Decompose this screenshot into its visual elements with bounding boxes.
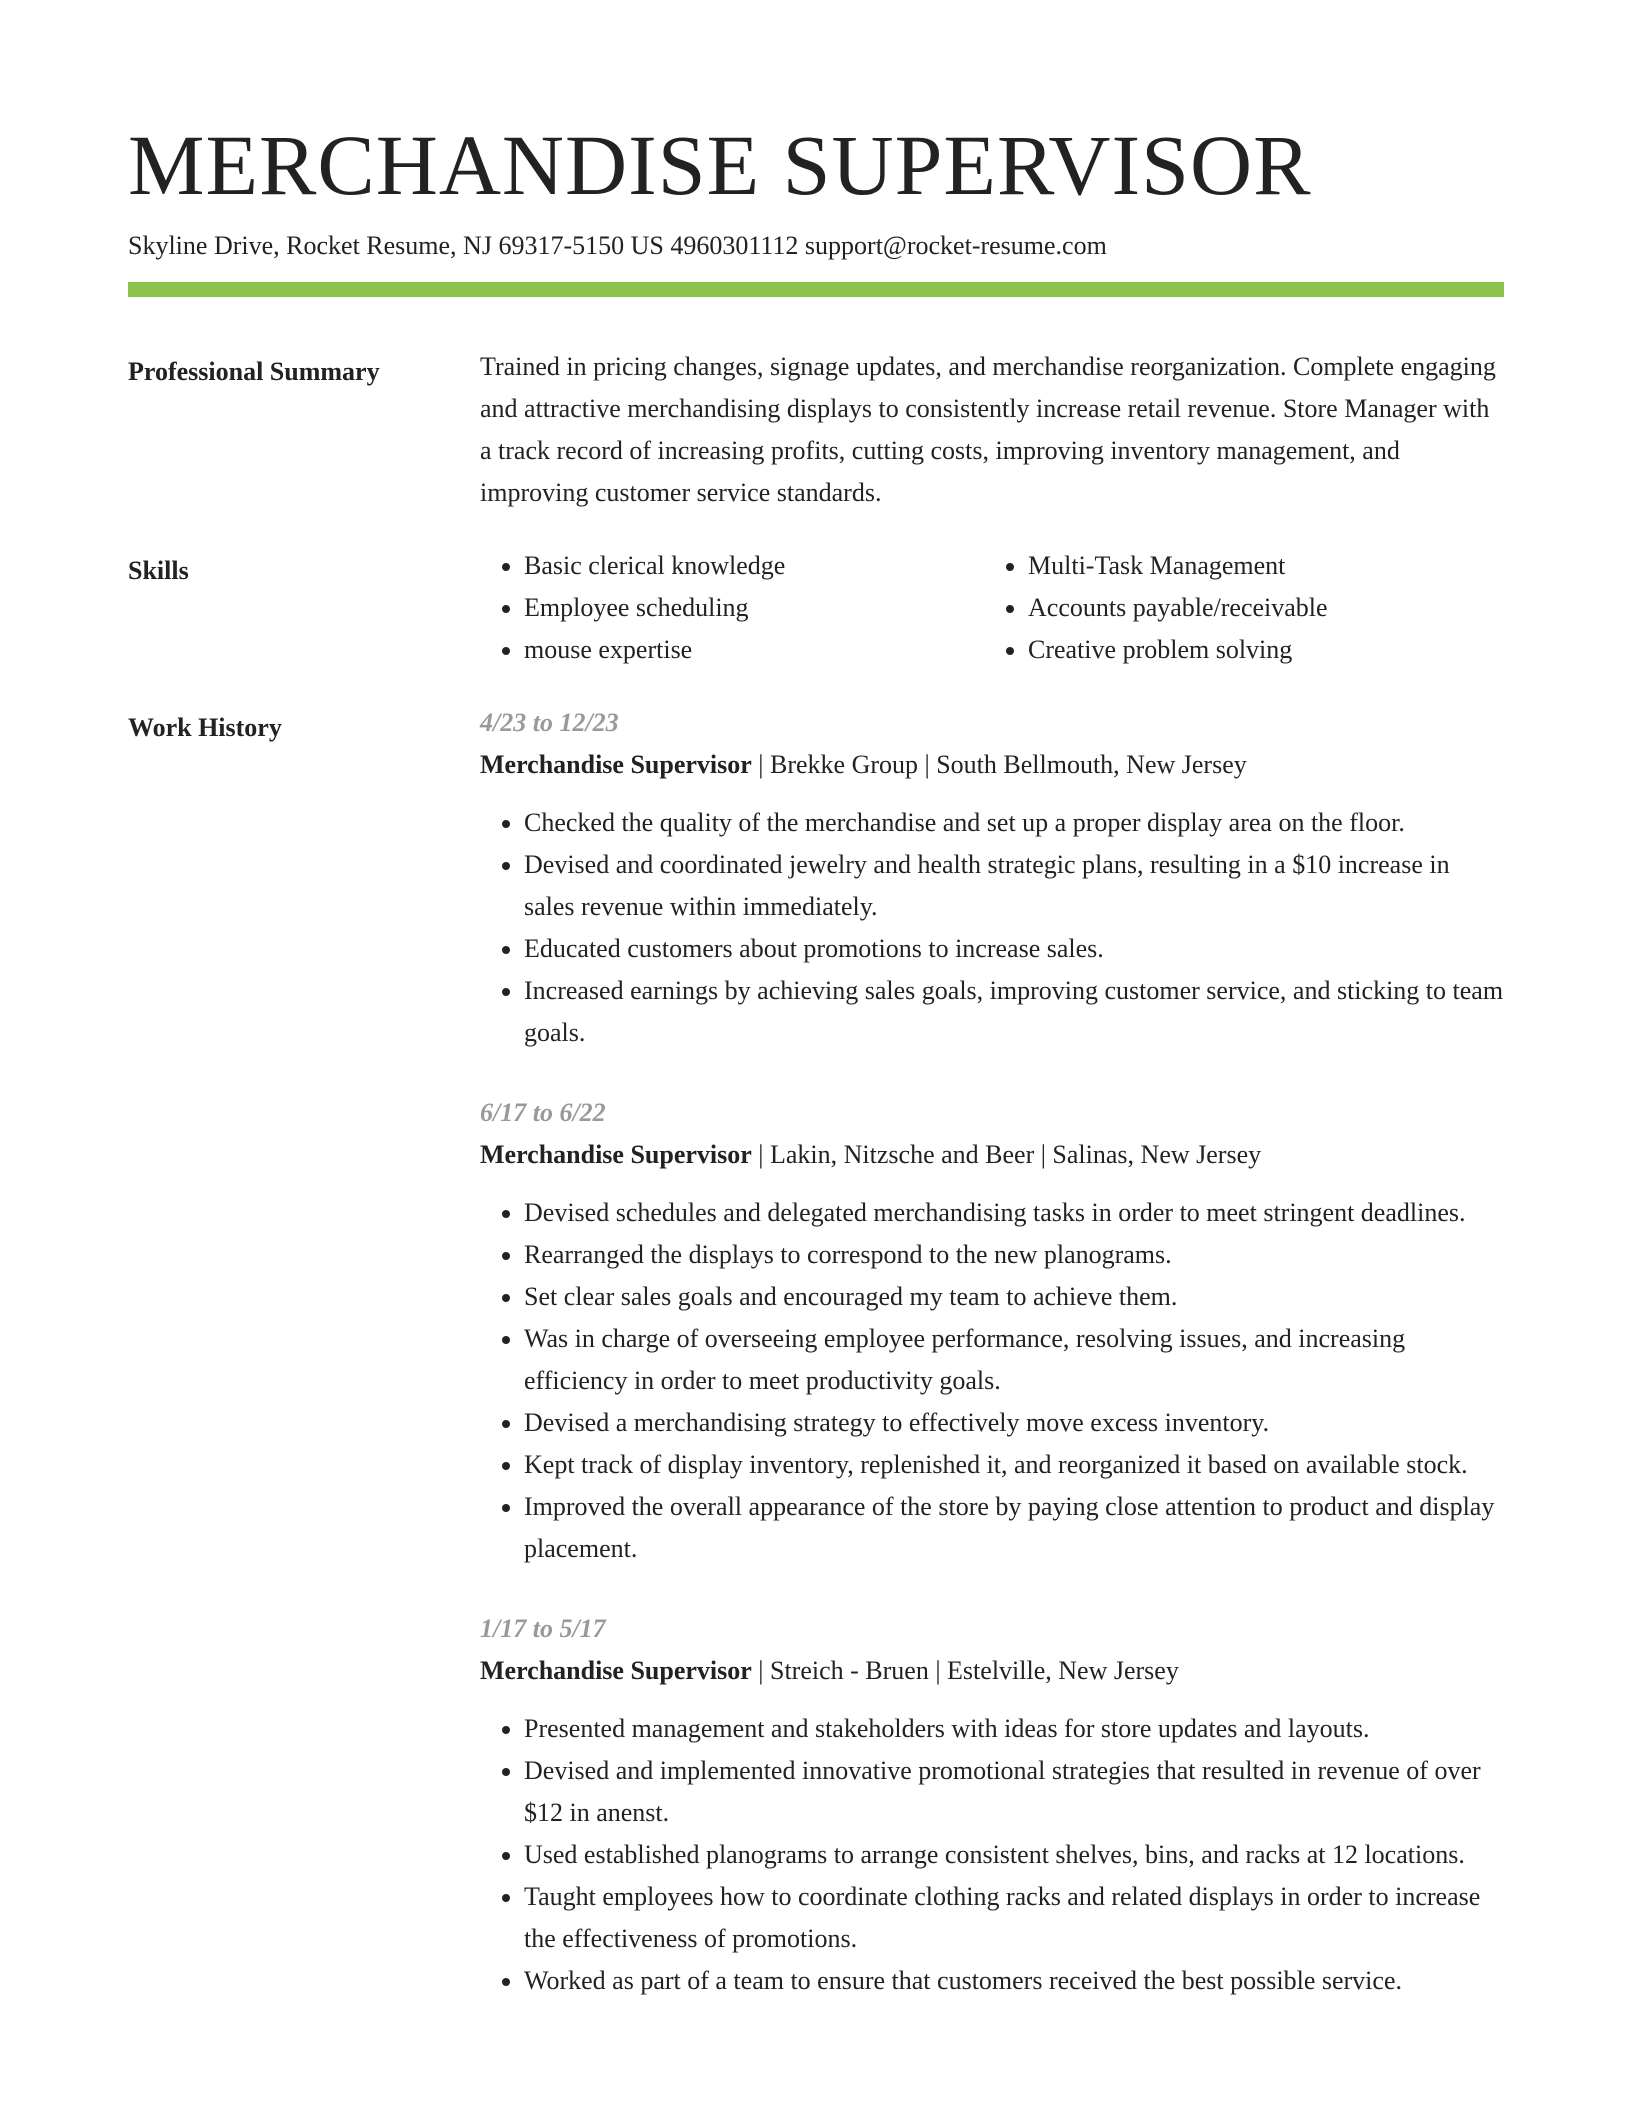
- job-role: Merchandise Supervisor: [480, 1656, 752, 1686]
- job-heading: [480, 744, 1504, 786]
- job-dates: 1/17 to 5/17: [480, 1614, 606, 1644]
- job-bullet: • Increased earnings by achieving sales goals, improving customer service, and sticking to team goals.: [524, 970, 1504, 1054]
- job-bullet: • Devised and coordinated jewelry and health strategic plans, resulting in a $10 increase in sales revenue within immediately.: [524, 844, 1504, 928]
- job-entry: [480, 1092, 1504, 1570]
- job-bullet: • Checked the quality of the merchandise and set up a proper display area on the floor.: [524, 802, 1504, 844]
- job-heading: [480, 1650, 1504, 1692]
- job-employer-location: | Streich - Bruen | Estelville, New Jersey: [751, 1656, 1179, 1686]
- skill-item: • Multi-Task Management: [1028, 545, 1488, 587]
- skill-item: • Basic clerical knowledge: [524, 545, 984, 587]
- skills-list-left: [480, 545, 984, 671]
- job-entry: [480, 1608, 1504, 2002]
- job-bullet: • Used established planograms to arrange consistent shelves, bins, and racks at 12 locations.: [524, 1834, 1504, 1876]
- contact-line: Skyline Drive, Rocket Resume, NJ 69317-5150 US 4960301112 support@rocket-resume.com: [128, 230, 1107, 260]
- skills-grid: [480, 545, 1504, 671]
- skills-section: [128, 550, 1504, 671]
- job-bullet: • Was in charge of overseeing employee performance, resolving issues, and increasing efficiency in order to meet productivity goals.: [524, 1318, 1504, 1402]
- job-bullet: • Presented management and stakeholders with ideas for store updates and layouts.: [524, 1708, 1504, 1750]
- job-bullets: [480, 1708, 1504, 2002]
- skill-item: • Employee scheduling: [524, 587, 984, 629]
- work-history-section: [128, 707, 1504, 2040]
- skills-heading: Skills: [128, 556, 189, 586]
- skills-list-right: [984, 545, 1488, 671]
- skill-item: • mouse expertise: [524, 629, 984, 671]
- summary-text: Trained in pricing changes, signage updates, and merchandise reorganization. Complete engaging and attractive merchandising displays to consistently increase retail revenue. Store Manager with a track record of increasing profits, cutting costs, improving inventory management, and improving customer service standards.: [480, 352, 1496, 508]
- job-bullet: • Taught employees how to coordinate clothing racks and related displays in order to increase the effectiveness of promotions.: [524, 1876, 1504, 1960]
- job-dates: 6/17 to 6/22: [480, 1098, 606, 1128]
- job-bullet: • Devised a merchandising strategy to effectively move excess inventory.: [524, 1402, 1504, 1444]
- job-bullet: • Educated customers about promotions to increase sales.: [524, 928, 1504, 970]
- work-history-heading: Work History: [128, 713, 282, 743]
- job-employer-location: | Lakin, Nitzsche and Beer | Salinas, New Jersey: [751, 1140, 1262, 1170]
- candidate-name: MERCHANDISE SUPERVISOR: [128, 117, 1312, 213]
- job-entry: [480, 702, 1504, 1054]
- summary-heading: Professional Summary: [128, 357, 380, 387]
- summary-section: [128, 351, 1504, 514]
- header-divider: [128, 282, 1504, 297]
- job-bullet: • Devised schedules and delegated merchandising tasks in order to meet stringent deadlines.: [524, 1192, 1504, 1234]
- job-dates: 4/23 to 12/23: [480, 708, 619, 738]
- job-role: Merchandise Supervisor: [480, 1140, 752, 1170]
- job-bullets: [480, 802, 1504, 1054]
- job-role: Merchandise Supervisor: [480, 750, 752, 780]
- job-bullets: [480, 1192, 1504, 1570]
- job-bullet: • Worked as part of a team to ensure that customers received the best possible service.: [524, 1960, 1504, 2002]
- skill-item: • Creative problem solving: [1028, 629, 1488, 671]
- job-bullet: • Rearranged the displays to correspond to the new planograms.: [524, 1234, 1504, 1276]
- job-employer-location: | Brekke Group | South Bellmouth, New Jersey: [751, 750, 1247, 780]
- job-heading: [480, 1134, 1504, 1176]
- skill-item: • Accounts payable/receivable: [1028, 587, 1488, 629]
- job-bullet: • Improved the overall appearance of the store by paying close attention to product and display placement.: [524, 1486, 1504, 1570]
- job-bullet: • Set clear sales goals and encouraged my team to achieve them.: [524, 1276, 1504, 1318]
- job-bullet: • Kept track of display inventory, replenished it, and reorganized it based on available stock.: [524, 1444, 1504, 1486]
- job-bullet: • Devised and implemented innovative promotional strategies that resulted in revenue of over $12 in anenst.: [524, 1750, 1504, 1834]
